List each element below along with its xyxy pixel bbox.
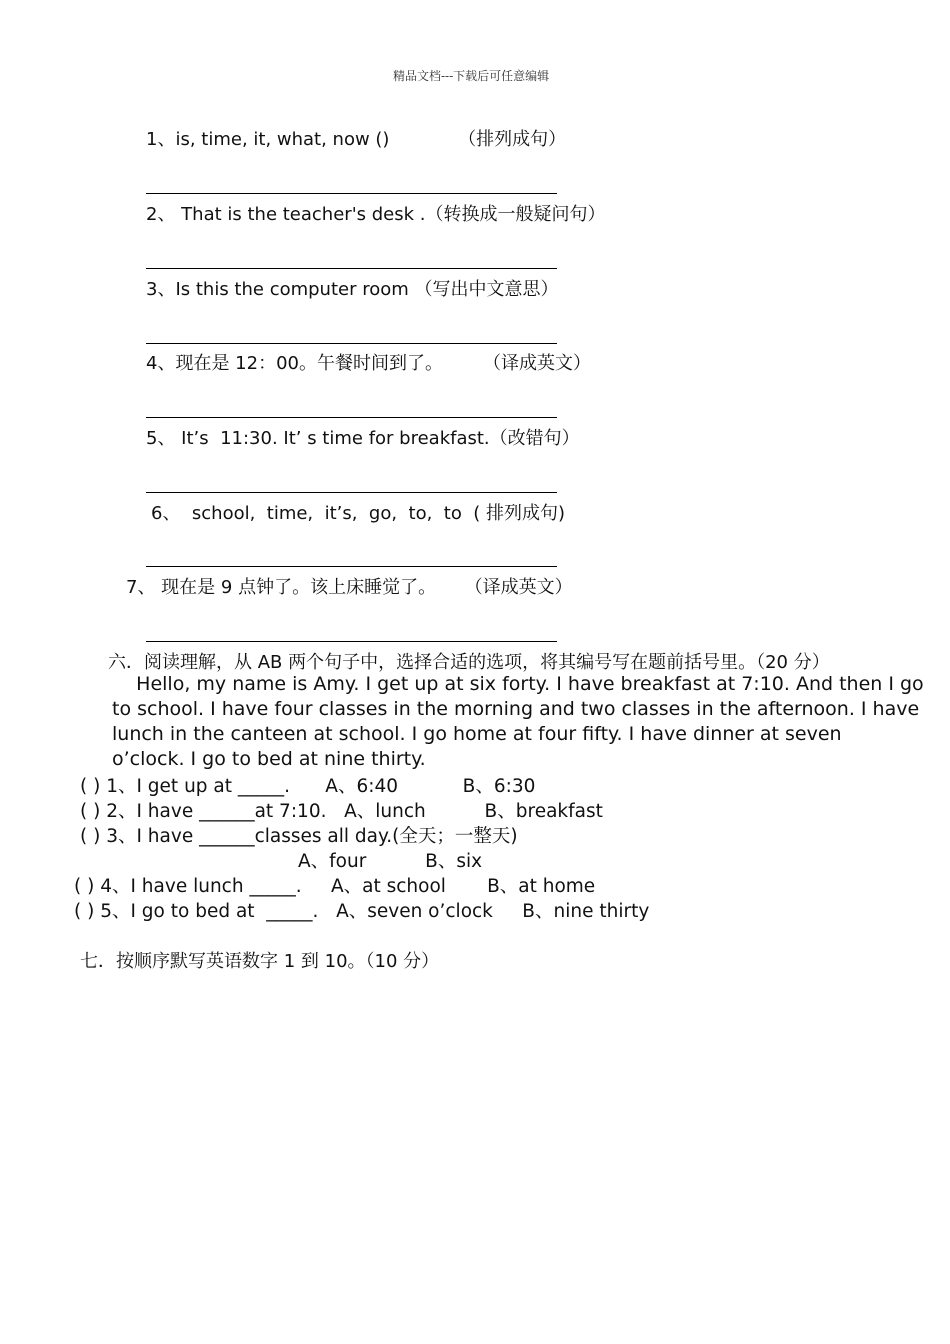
answer-line-4[interactable] bbox=[146, 417, 557, 418]
question-4: 4、现在是 12：00。午餐时间到了。 （译成英文） bbox=[146, 353, 592, 374]
question-2: 2、 That is the teacher's desk .（转换成一般疑问句） bbox=[146, 204, 606, 225]
passage-line-1: Hello, my name is Amy. I get up at six forty. I have breakfast at 7:10. And then I go bbox=[112, 673, 924, 695]
answer-line-7[interactable] bbox=[146, 641, 557, 642]
reading-question-2: ( ) 2、I have ______at 7:10. A、lunch B、breakfast bbox=[80, 801, 603, 822]
answer-line-2[interactable] bbox=[146, 268, 557, 269]
reading-question-1: ( ) 1、I get up at _____. A、6:40 B、6:30 bbox=[80, 776, 536, 797]
reading-question-3-options: A、four B、six bbox=[298, 851, 483, 872]
answer-line-3[interactable] bbox=[146, 343, 557, 344]
question-3: 3、Is this the computer room （写出中文意思） bbox=[146, 279, 559, 300]
passage-line-4: o’clock. I go to bed at nine thirty. bbox=[112, 748, 426, 770]
reading-question-3: ( ) 3、I have ______classes all day.(全天；一整天) bbox=[80, 826, 518, 847]
reading-question-4: ( ) 4、I have lunch _____. A、at school B、at home bbox=[74, 876, 596, 897]
question-6: 6、 school, time, it’s, go, to, to ( 排列成句) bbox=[151, 503, 566, 524]
answer-line-5[interactable] bbox=[146, 492, 557, 493]
question-1: 1、is, time, it, what, now () （排列成句） bbox=[146, 129, 567, 150]
page-header: 精品文档---下载后可任意编辑 bbox=[393, 69, 550, 83]
passage-line-2: to school. I have four classes in the morning and two classes in the afternoon. I have bbox=[112, 698, 920, 720]
section-6-title: 六．阅读理解，从 AB 两个句子中，选择合适的选项，将其编号写在题前括号里。（20 分） bbox=[108, 652, 830, 673]
reading-question-5: ( ) 5、I go to bed at _____. A、seven o’clock B、nine thirty bbox=[74, 901, 650, 922]
answer-line-6[interactable] bbox=[146, 566, 557, 567]
section-7-title: 七．按顺序默写英语数字 1 到 10。（10 分） bbox=[80, 951, 440, 972]
answer-line-1[interactable] bbox=[146, 193, 557, 194]
question-5: 5、 It’s 11:30. It’ s time for breakfast.（改错句） bbox=[146, 428, 580, 449]
passage-line-3: lunch in the canteen at school. I go home at four fifty. I have dinner at seven bbox=[112, 723, 842, 745]
question-7: 7、 现在是 9 点钟了。该上床睡觉了。 （译成英文） bbox=[126, 577, 573, 598]
